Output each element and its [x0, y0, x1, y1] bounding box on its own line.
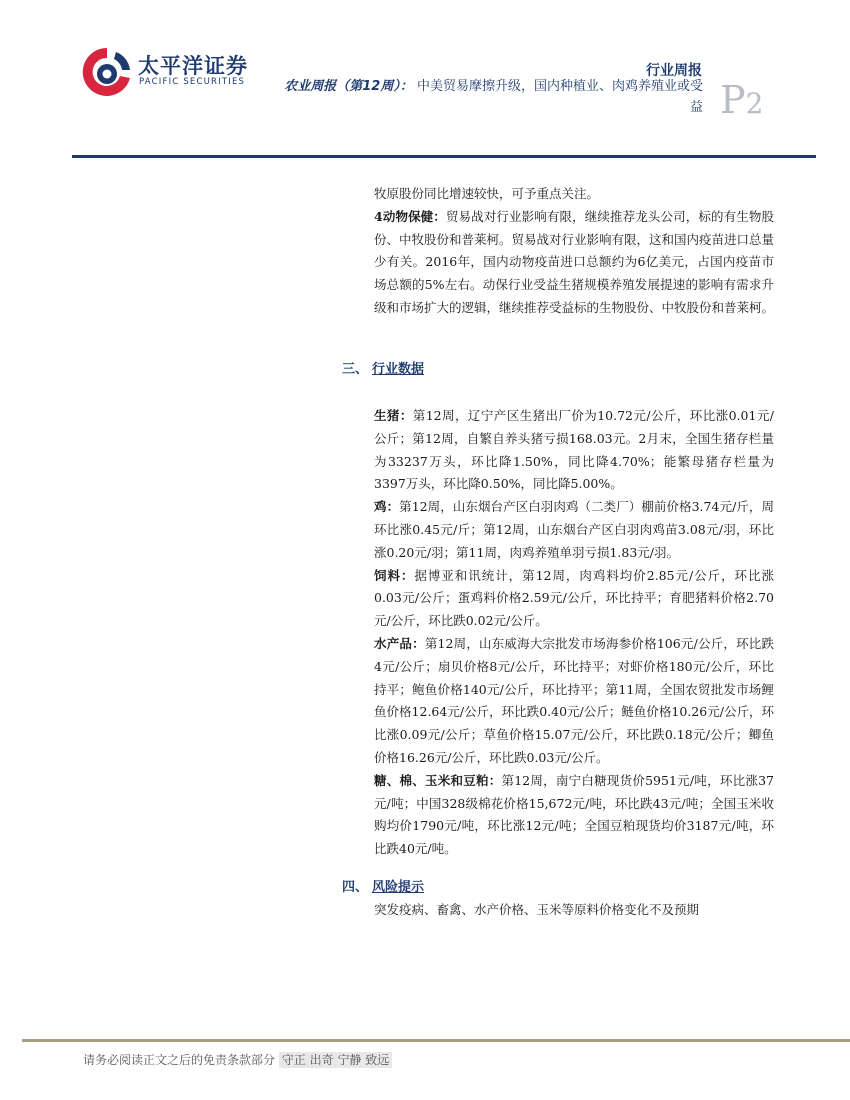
- section-heading-risk: [342, 876, 424, 895]
- animal-health-lead: 4动物保健：: [374, 208, 446, 224]
- data-paragraph-pigs: [374, 405, 774, 496]
- footer-divider: [22, 1039, 850, 1042]
- intro-line: 牧原股份同比增速较快，可予重点关注。: [374, 186, 600, 201]
- section-number: 三、: [342, 362, 369, 377]
- risk-text: 突发疫病、畜禽、水产价格、玉米等原料价格变化不及预期: [374, 902, 700, 917]
- para-lead: 水产品：: [374, 635, 425, 651]
- logo-english-name: PACIFIC SECURITIES: [139, 77, 246, 87]
- report-title-prefix: 农业周报（第12周）：: [284, 79, 413, 94]
- data-paragraph-commodities: [374, 770, 774, 861]
- footer-disclaimer: 请务必阅读正文之后的免责条款部分: [83, 1053, 276, 1067]
- para-body: 据博亚和讯统计，第12周，肉鸡料均价2.85元/公斤，环比涨0.03元/公斤；蛋鸡料价格2.59元/公斤，环比持平；育肥猪料价格2.70元/公斤，环比跌0.02元/公斤。: [374, 567, 774, 629]
- pacific-logo-icon: [80, 44, 134, 100]
- intro-block: [374, 183, 774, 320]
- data-paragraph-chicken: [374, 496, 774, 564]
- report-type-label: 行业周报: [646, 63, 702, 79]
- para-body: 第12周，山东威海大宗批发市场海参价格106元/公斤，环比跌4元/公斤；扇贝价格8元/公斤，环比持平；对虾价格180元/公斤，环比持平；鲍鱼价格140元/公斤，环比持平；第11周，全国农贸批发市场鲤鱼价格12.64元/公斤，环比跌0.40元/公斤；鲢鱼价格10.26元/公斤，环比涨0.09元/公斤；草鱼价格15.07元/公斤，环比跌0.18元/公斤；鲫鱼价格16.26元/公斤，环比跌0.03元/公斤。: [374, 635, 774, 765]
- para-lead: 糖、棉、玉米和豆粕：: [374, 772, 502, 788]
- risk-block: [374, 899, 774, 922]
- footer-motto: 守正 出奇 宁静 致远: [279, 1052, 392, 1068]
- section-number: 四、: [342, 880, 369, 895]
- section-heading-industry-data: [342, 358, 424, 377]
- section-label: 风险提示: [372, 880, 425, 895]
- para-body: 第12周，山东烟台产区白羽肉鸡（二类厂）棚前价格3.74元/斤，周环比涨0.45元/斤；第12周，山东烟台产区白羽肉鸡苗3.08元/羽，环比涨0.20元/羽；第11周，肉鸡养殖单羽亏损1.83元/羽。: [374, 499, 774, 560]
- data-paragraph-aquatic: [374, 633, 774, 770]
- para-lead: 鸡：: [374, 499, 400, 515]
- page-header: [0, 0, 850, 160]
- report-title-text: 中美贸易摩擦升级，国内种植业、肉鸡养殖业或受益: [416, 79, 703, 115]
- data-paragraph-feed: [374, 565, 774, 633]
- industry-data-block: [374, 405, 774, 861]
- page-number: [720, 78, 763, 122]
- page-digit: 2: [745, 87, 764, 120]
- animal-health-body: 贸易战对行业影响有限，继续推荐龙头公司，标的有生物股份、中牧股份和普莱柯。贸易战对行业影响有限，这和国内疫苗进口总量少有关。2016年，国内动物疫苗进口总额约为6亿美元，占国内疫苗市场总额的5%左右。动保行业受益生猪规模养殖发展提速的影响有需求升级和市场扩大的逻辑，继续推荐受益标的生物股份、中牧股份和普莱柯。: [374, 208, 775, 315]
- para-lead: 饲料：: [374, 567, 415, 583]
- section-label: 行业数据: [372, 362, 425, 377]
- company-logo: [80, 44, 248, 100]
- page-letter: P: [720, 78, 746, 122]
- logo-chinese-name: 太平洋证券: [138, 54, 248, 78]
- report-title: [273, 76, 703, 118]
- para-body: 第12周，南宁白糖现货价5951元/吨，环比涨37元/吨；中国328级棉花价格15,672元/吨，环比跌43元/吨；全国玉米收购均价1790元/吨，环比涨12元/吨；全国豆粕现货均价3187元/吨，环比跌40元/吨。: [374, 772, 774, 857]
- para-body: 第12周，辽宁产区生猪出厂价为10.72元/公斤，环比涨0.01元/公斤；第12周，自繁自养头猪亏损168.03元。2月末，全国生猪存栏量为33237万头，环比降1.50%，同比降4.70%；能繁母猪存栏量为3397万头，环比降0.50%，同比降5.00%。: [374, 408, 774, 492]
- para-lead: 生猪：: [374, 408, 413, 423]
- page-footer: [83, 1051, 392, 1068]
- animal-health-paragraph: [374, 206, 774, 320]
- header-divider: [72, 155, 816, 158]
